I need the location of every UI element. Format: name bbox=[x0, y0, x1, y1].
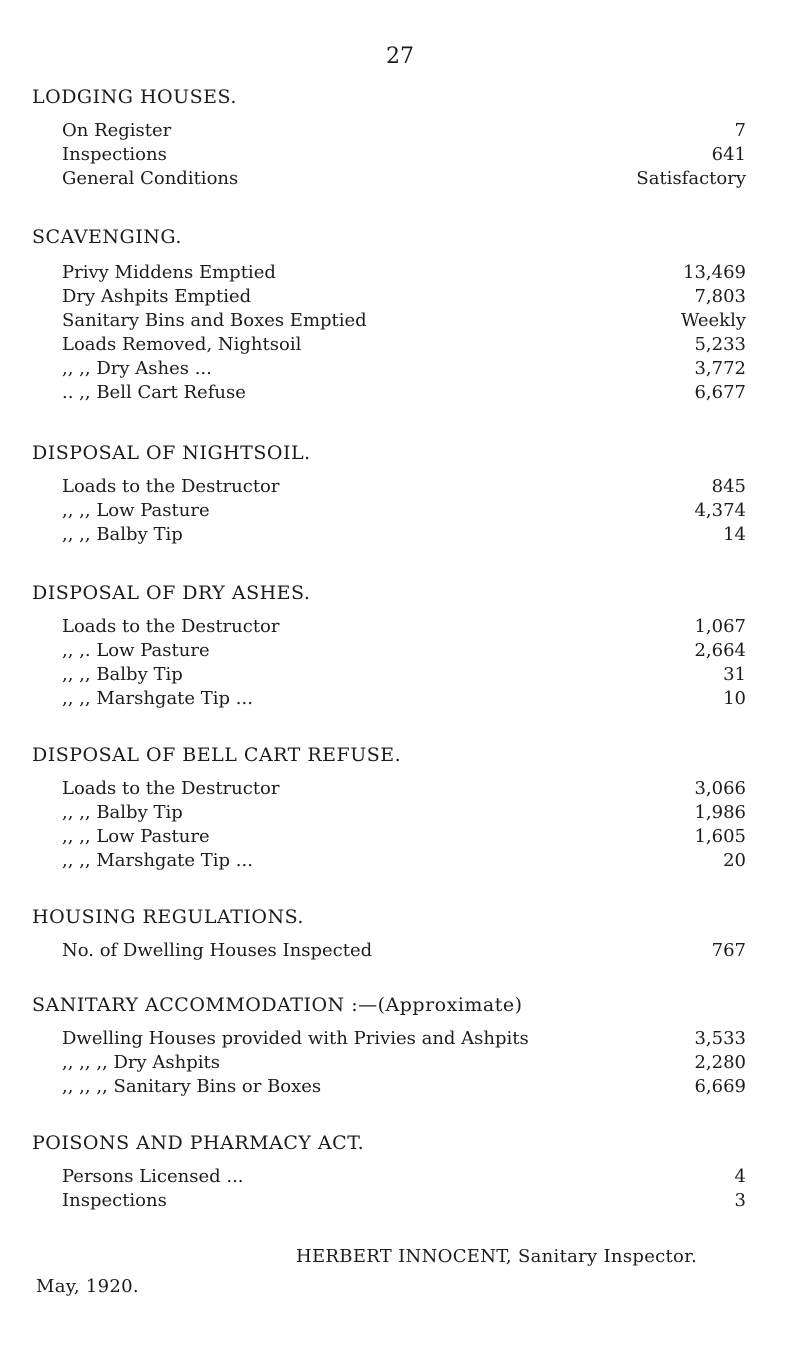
row-label: Loads Removed, Nightsoil bbox=[62, 334, 302, 355]
row-value: Weekly bbox=[680, 310, 746, 331]
row-label: General Conditions bbox=[62, 168, 239, 189]
row-label: Privy Middens Emptied bbox=[62, 262, 276, 283]
row-label: ,, ,, ,, Sanitary Bins or Boxes bbox=[62, 1076, 322, 1097]
date: May, 1920. bbox=[36, 1276, 139, 1297]
table-row bbox=[0, 358, 800, 384]
row-value: 1,067 bbox=[694, 616, 746, 637]
row-value: 6,677 bbox=[694, 382, 746, 403]
row-value: 4,374 bbox=[694, 500, 746, 521]
row-value: 2,280 bbox=[694, 1052, 746, 1073]
table-row bbox=[0, 1166, 800, 1192]
section-heading-poisons-pharmacy: POISONS AND PHARMACY ACT. bbox=[32, 1132, 365, 1154]
table-row bbox=[0, 1028, 800, 1054]
table-row bbox=[0, 286, 800, 312]
row-label: Persons Licensed ... bbox=[62, 1166, 244, 1187]
row-label: ,, ,, Balby Tip bbox=[62, 664, 183, 685]
row-value: Satisfactory bbox=[636, 168, 746, 189]
row-label: Dwelling Houses provided with Privies and Ashpits bbox=[62, 1028, 529, 1049]
table-row bbox=[0, 778, 800, 804]
row-label: Dry Ashpits Emptied bbox=[62, 286, 252, 307]
row-value: 641 bbox=[711, 144, 746, 165]
row-value: 7 bbox=[734, 120, 746, 141]
table-row bbox=[0, 168, 800, 194]
row-label: ,, ,. Low Pasture bbox=[62, 640, 210, 661]
row-value: 845 bbox=[711, 476, 746, 497]
row-value: 5,233 bbox=[694, 334, 746, 355]
row-value: 1,986 bbox=[694, 802, 746, 823]
row-label: ,, ,, Balby Tip bbox=[62, 524, 183, 545]
table-row bbox=[0, 262, 800, 288]
row-label: On Register bbox=[62, 120, 172, 141]
row-value: 20 bbox=[723, 850, 746, 871]
row-label: No. of Dwelling Houses Inspected bbox=[62, 940, 373, 961]
row-label: Inspections bbox=[62, 1190, 167, 1211]
section-heading-sanitary-accommodation: SANITARY ACCOMMODATION :—(Approximate) bbox=[32, 994, 523, 1016]
row-label: ,, ,, Marshgate Tip ... bbox=[62, 850, 253, 871]
section-heading-disposal-nightsoil: DISPOSAL OF NIGHTSOIL. bbox=[32, 442, 311, 464]
row-label: ,, ,, ,, Dry Ashpits bbox=[62, 1052, 221, 1073]
row-label: Inspections bbox=[62, 144, 167, 165]
row-value: 13,469 bbox=[683, 262, 746, 283]
row-value: 6,669 bbox=[694, 1076, 746, 1097]
table-row bbox=[0, 640, 800, 666]
section-heading-lodging-houses: LODGING HOUSES. bbox=[32, 86, 237, 108]
row-value: 3,066 bbox=[694, 778, 746, 799]
row-label: Loads to the Destructor bbox=[62, 476, 280, 497]
table-row bbox=[0, 144, 800, 170]
table-row bbox=[0, 664, 800, 690]
row-value: 3 bbox=[734, 1190, 746, 1211]
row-value: 7,803 bbox=[694, 286, 746, 307]
section-heading-scavenging: SCAVENGING. bbox=[32, 226, 182, 248]
row-value: 2,664 bbox=[694, 640, 746, 661]
row-label: ,, ,, Balby Tip bbox=[62, 802, 183, 823]
table-row bbox=[0, 850, 800, 876]
table-row bbox=[0, 940, 800, 966]
section-heading-disposal-dry-ashes: DISPOSAL OF DRY ASHES. bbox=[32, 582, 311, 604]
table-row bbox=[0, 476, 800, 502]
section-heading-disposal-bell-cart-refuse: DISPOSAL OF BELL CART REFUSE. bbox=[32, 744, 402, 766]
row-label: .. ,, Bell Cart Refuse bbox=[62, 382, 246, 403]
table-row bbox=[0, 334, 800, 360]
page-number: 27 bbox=[386, 44, 414, 69]
row-value: 31 bbox=[723, 664, 746, 685]
row-label: ,, ,, Marshgate Tip ... bbox=[62, 688, 253, 709]
table-row bbox=[0, 1076, 800, 1102]
table-row bbox=[0, 802, 800, 828]
row-label: Loads to the Destructor bbox=[62, 778, 280, 799]
table-row bbox=[0, 616, 800, 642]
row-value: 10 bbox=[723, 688, 746, 709]
row-value: 3,533 bbox=[694, 1028, 746, 1049]
row-label: Loads to the Destructor bbox=[62, 616, 280, 637]
table-row bbox=[0, 120, 800, 146]
row-label: ,, ,, Dry Ashes ... bbox=[62, 358, 212, 379]
table-row bbox=[0, 500, 800, 526]
row-value: 1,605 bbox=[694, 826, 746, 847]
row-value: 767 bbox=[711, 940, 746, 961]
table-row bbox=[0, 524, 800, 550]
row-value: 14 bbox=[723, 524, 746, 545]
row-value: 4 bbox=[734, 1166, 746, 1187]
table-row bbox=[0, 382, 800, 408]
table-row bbox=[0, 310, 800, 336]
signature: HERBERT INNOCENT, Sanitary Inspector. bbox=[296, 1246, 698, 1267]
row-label: ,, ,, Low Pasture bbox=[62, 826, 210, 847]
table-row bbox=[0, 688, 800, 714]
row-label: ,, ,, Low Pasture bbox=[62, 500, 210, 521]
table-row bbox=[0, 826, 800, 852]
section-heading-housing-regulations: HOUSING REGULATIONS. bbox=[32, 906, 304, 928]
table-row bbox=[0, 1052, 800, 1078]
row-label: Sanitary Bins and Boxes Emptied bbox=[62, 310, 367, 331]
row-value: 3,772 bbox=[694, 358, 746, 379]
table-row bbox=[0, 1190, 800, 1216]
